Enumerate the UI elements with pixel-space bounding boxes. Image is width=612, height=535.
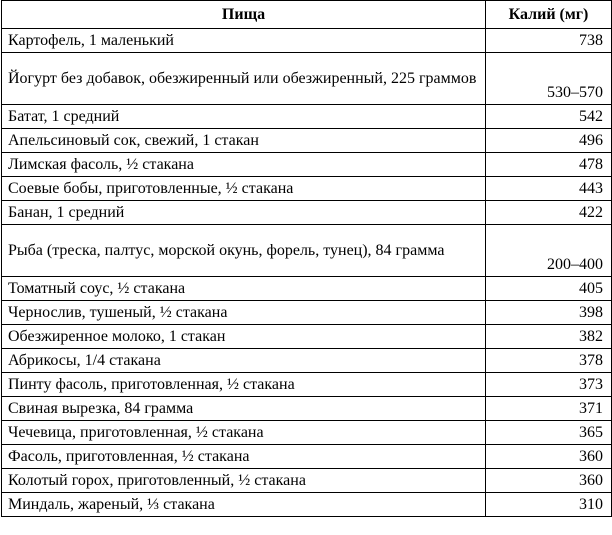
potassium-cell: 373 [486,373,612,397]
potassium-cell: 478 [486,153,612,177]
food-cell: Картофель, 1 маленький [2,29,486,53]
potassium-cell: 371 [486,397,612,421]
food-cell: Батат, 1 средний [2,105,486,129]
column-header-food: Пища [2,1,486,29]
potassium-cell: 365 [486,421,612,445]
food-cell: Томатный соус, ½ стакана [2,277,486,301]
food-cell: Пинту фасоль, приготовленная, ½ стакана [2,373,486,397]
potassium-cell: 496 [486,129,612,153]
table-row [2,469,612,493]
potassium-cell: 422 [486,201,612,225]
food-cell: Миндаль, жареный, ⅓ стакана [2,493,486,517]
food-cell: Фасоль, приготовленная, ½ стакана [2,445,486,469]
potassium-table [1,0,612,517]
food-cell: Свиная вырезка, 84 грамма [2,397,486,421]
potassium-cell: 443 [486,177,612,201]
potassium-cell: 398 [486,301,612,325]
table-row [2,349,612,373]
table-row [2,105,612,129]
potassium-cell: 360 [486,445,612,469]
food-cell: Колотый горох, приготовленный, ½ стакана [2,469,486,493]
food-cell: Абрикосы, 1/4 стакана [2,349,486,373]
food-cell: Апельсиновый сок, свежий, 1 стакан [2,129,486,153]
column-header-potassium: Калий (мг) [486,1,612,29]
table-row [2,153,612,177]
table-row [2,445,612,469]
food-cell: Банан, 1 средний [2,201,486,225]
table-row [2,53,612,105]
table-row [2,373,612,397]
table-row [2,129,612,153]
food-cell: Чернослив, тушеный, ½ стакана [2,301,486,325]
table-row [2,421,612,445]
food-cell: Йогурт без добавок, обезжиренный или обезжиренный, 225 граммов [2,53,486,105]
table-row [2,177,612,201]
potassium-cell: 378 [486,349,612,373]
potassium-cell: 405 [486,277,612,301]
food-cell: Обезжиренное молоко, 1 стакан [2,325,486,349]
table-row [2,29,612,53]
table-row [2,301,612,325]
food-cell: Рыба (треска, палтус, морской окунь, форель, тунец), 84 грамма [2,225,486,277]
food-cell: Соевые бобы, приготовленные, ½ стакана [2,177,486,201]
table-row [2,325,612,349]
potassium-cell: 382 [486,325,612,349]
potassium-cell: 530–570 [486,53,612,105]
potassium-cell: 310 [486,493,612,517]
table-row [2,225,612,277]
table-row [2,397,612,421]
table-row [2,277,612,301]
table-row [2,493,612,517]
potassium-cell: 738 [486,29,612,53]
table-header-row [2,1,612,29]
table-row [2,201,612,225]
potassium-cell: 200–400 [486,225,612,277]
potassium-cell: 360 [486,469,612,493]
food-cell: Чечевица, приготовленная, ½ стакана [2,421,486,445]
potassium-cell: 542 [486,105,612,129]
food-cell: Лимская фасоль, ½ стакана [2,153,486,177]
